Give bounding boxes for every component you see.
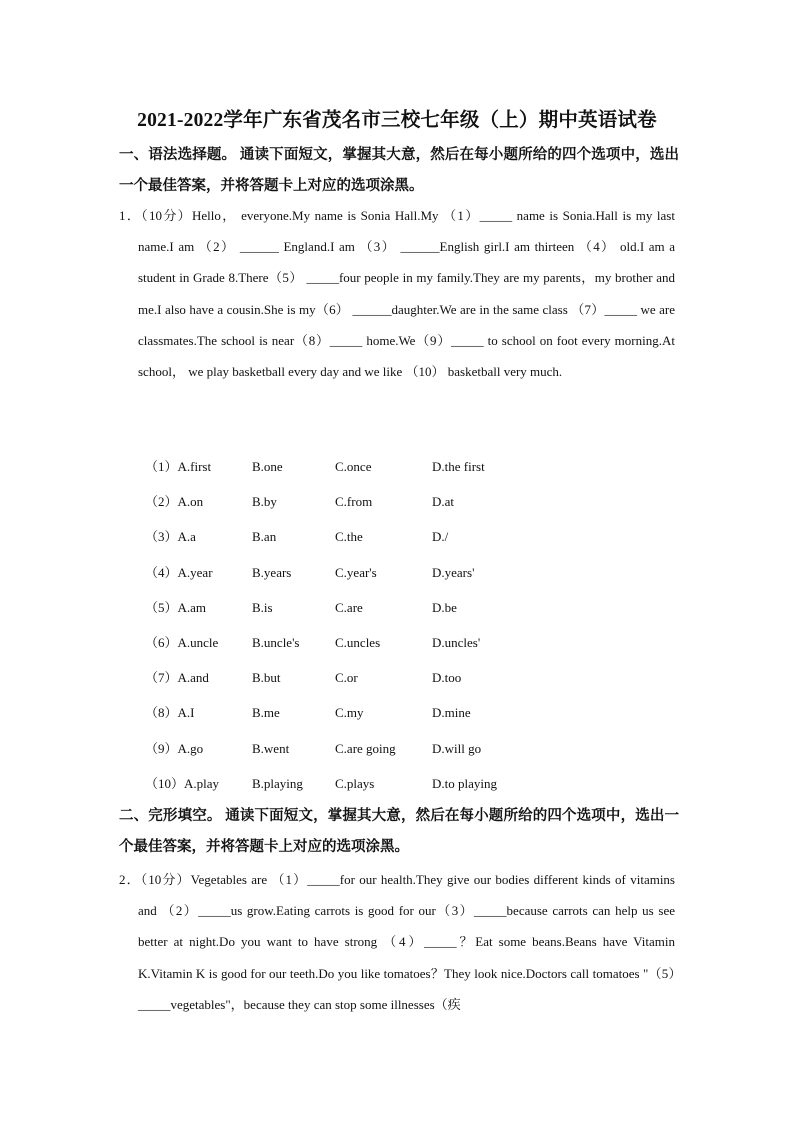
- option-row-7: （7）A.and B.but C.or D.too: [145, 667, 552, 702]
- question-2: [119, 864, 675, 1020]
- option-a[interactable]: A.I: [177, 705, 195, 721]
- option-b[interactable]: B.playing: [252, 775, 303, 791]
- option-d[interactable]: D.at: [432, 494, 455, 510]
- option-a[interactable]: A.go: [177, 740, 204, 756]
- section-1-heading: 一、语法选择题。 通读下面短文，掌握其大意，然后在每小题所给的四个选项中，选出一个最佳答案，并将答题卡上对应的选项涂黑。: [119, 147, 679, 194]
- option-c[interactable]: C.uncles: [335, 634, 381, 650]
- option-c[interactable]: C.plays: [335, 775, 375, 791]
- option-b[interactable]: B.me: [252, 705, 280, 721]
- option-c[interactable]: C.or: [335, 670, 358, 686]
- option-a[interactable]: A.am: [177, 599, 207, 615]
- option-b[interactable]: B.but: [252, 670, 281, 686]
- question-1: [119, 200, 675, 387]
- option-d[interactable]: D.too: [432, 670, 462, 686]
- question-2-number: 2．: [119, 872, 141, 887]
- option-row-6: （6）A.uncle B.uncle's C.uncles D.uncles': [145, 632, 552, 667]
- question-1-body: [119, 200, 675, 387]
- option-row-10: （10）A.play B.playing C.plays D.to playing: [145, 773, 552, 808]
- question-1-text: Hello， everyone.My name is Sonia Hall.My （1）_____ name is Sonia.Hall is my last name.I am （2） ______ England.I am （3） ______English girl.I am thirteen （4） old.I am a student in Grade 8.There（5） _____four people in my family.They are my parents，my brother and me.I also have a cousin.She is my（6） ______daughter.We are in the same class （7）_____ we are classmates.The school is near（8）_____ home.We（9）_____ to school on foot every morning.At school， we play basketball every day and we like （10） basketball very much.: [138, 208, 675, 380]
- exam-title: 2021-2022学年广东省茂名市三校七年级（上）期中英语试卷: [137, 110, 657, 131]
- option-b[interactable]: B.years: [252, 564, 292, 580]
- question-1-number: 1．: [119, 208, 142, 223]
- option-d[interactable]: D.will go: [432, 740, 482, 756]
- option-c[interactable]: C.are: [335, 599, 363, 615]
- option-d[interactable]: D.years': [432, 564, 475, 580]
- option-b[interactable]: B.by: [252, 494, 277, 510]
- option-c[interactable]: C.are going: [335, 740, 396, 756]
- option-a[interactable]: A.on: [177, 494, 204, 510]
- question-2-body: [119, 864, 675, 1020]
- option-c[interactable]: C.my: [335, 705, 364, 721]
- option-a[interactable]: A.uncle: [177, 634, 219, 650]
- section-2-heading: 二、完形填空。 通读下面短文，掌握其大意，然后在每小题所给的四个选项中，选出一个最佳答案，并将答题卡上对应的选项涂黑。: [119, 808, 679, 855]
- option-b[interactable]: B.is: [252, 599, 273, 615]
- option-c[interactable]: C.year's: [335, 564, 377, 580]
- option-b[interactable]: B.went: [252, 740, 290, 756]
- option-row-1: （1）A.first B.one C.once D.the first: [145, 456, 552, 491]
- question-2-text: Vegetables are （1）_____for our health.They give our bodies different kinds of vitamins and （2）_____us grow.Eating carrots is good for our（3）_____because carrots can help us see better at night.Do you want to have strong （4）_____？Eat some beans.Beans have Vitamin K.Vitamin K is good for our teeth.Do you like tomatoes？They look nice.Doctors call tomatoes "（5）_____vegetables"，because they can stop some illnesses（疾: [138, 872, 675, 1012]
- option-row-4: （4）A.year B.years C.year's D.years': [145, 562, 552, 597]
- option-b[interactable]: B.one: [252, 459, 283, 474]
- option-b[interactable]: B.an: [252, 529, 277, 545]
- option-d[interactable]: D.be: [432, 599, 457, 615]
- option-row-2: （2）A.on B.by C.from D.at: [145, 491, 552, 526]
- option-c[interactable]: C.once: [335, 459, 372, 474]
- question-2-points: （10分）: [140, 872, 191, 887]
- option-d[interactable]: D.uncles': [432, 634, 481, 650]
- option-a[interactable]: A.and: [177, 670, 209, 686]
- question-1-options: [145, 456, 552, 808]
- option-d[interactable]: D./: [432, 529, 449, 545]
- option-c[interactable]: C.the: [335, 529, 363, 545]
- option-b[interactable]: B.uncle's: [252, 634, 300, 650]
- option-a[interactable]: A.a: [177, 529, 196, 545]
- option-a[interactable]: A.play: [184, 775, 220, 791]
- option-a[interactable]: A.year: [177, 564, 213, 580]
- option-row-9: （9）A.go B.went C.are going D.will go: [145, 738, 552, 773]
- option-c[interactable]: C.from: [335, 494, 373, 510]
- option-d[interactable]: D.mine: [432, 705, 471, 721]
- option-d[interactable]: D.the first: [432, 459, 485, 474]
- option-row-8: （8）A.I B.me C.my D.mine: [145, 702, 552, 737]
- option-d[interactable]: D.to playing: [432, 775, 497, 791]
- option-a[interactable]: A.first: [177, 459, 212, 474]
- option-row-5: （5）A.am B.is C.are D.be: [145, 597, 552, 632]
- question-1-points: （10分）: [141, 208, 192, 223]
- option-row-3: （3）A.a B.an C.the D./: [145, 526, 552, 561]
